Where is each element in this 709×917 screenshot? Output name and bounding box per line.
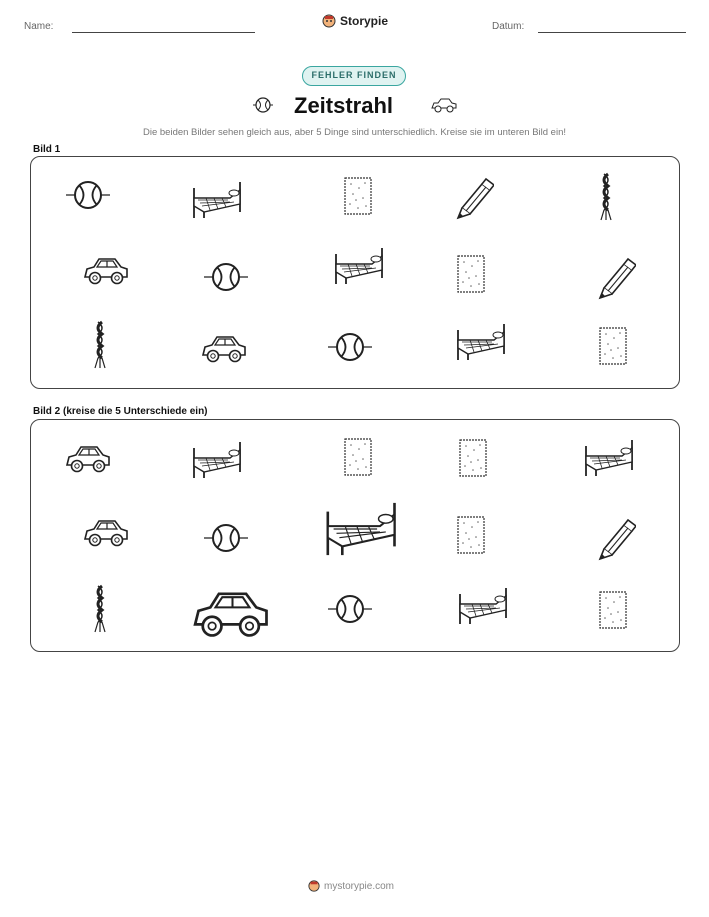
picture2-car-icon[interactable] xyxy=(190,587,272,646)
storypie-mascot-icon xyxy=(322,14,336,28)
date-label: Datum: xyxy=(492,21,525,32)
picture2-ball-icon[interactable] xyxy=(328,592,372,631)
picture1-rope-icon xyxy=(90,320,110,375)
picture2-bed-icon[interactable] xyxy=(322,500,400,563)
picture1-label: Bild 1 xyxy=(33,144,61,155)
picture2-bed-icon[interactable] xyxy=(582,438,636,483)
picture1-bed-icon xyxy=(332,246,386,291)
picture2-car-icon[interactable] xyxy=(82,517,130,554)
picture1-car-icon xyxy=(200,333,248,370)
footer xyxy=(308,880,394,892)
picture2-ball-icon[interactable] xyxy=(204,521,248,560)
picture2-bed-icon[interactable] xyxy=(190,440,244,485)
page-title: Zeitstrahl xyxy=(294,93,394,118)
picture1-bed-icon xyxy=(454,322,508,367)
brand-logo xyxy=(322,14,388,28)
picture1-paper-icon xyxy=(343,176,373,221)
storypie-mascot-icon xyxy=(308,880,320,892)
picture1-paper-icon xyxy=(598,326,628,371)
picture1-rope-icon xyxy=(596,172,616,227)
picture2-paper-icon[interactable] xyxy=(458,438,488,483)
picture1-car-icon xyxy=(82,255,130,292)
picture1-ball-icon xyxy=(204,260,248,299)
instructions: Die beiden Bilder sehen gleich aus, aber 5 Dinge sind unterschiedlich. Kreise sie im unteren Bild ein! xyxy=(143,127,566,138)
name-field[interactable] xyxy=(72,32,255,33)
ball-icon xyxy=(252,96,274,114)
picture2-paper-icon[interactable] xyxy=(456,515,486,560)
brand-name: Storypie xyxy=(340,14,389,28)
picture2-car-icon[interactable] xyxy=(64,443,112,480)
picture2-paper-icon[interactable] xyxy=(598,590,628,635)
picture2-rope-icon[interactable] xyxy=(90,584,110,639)
category-badge: FEHLER FINDEN xyxy=(302,66,406,86)
picture2-bed-icon[interactable] xyxy=(456,586,510,631)
car-icon xyxy=(430,96,458,114)
picture1-pencil-icon xyxy=(596,256,636,305)
picture1-ball-icon xyxy=(328,330,372,369)
picture1-bed-icon xyxy=(190,180,244,225)
picture2-paper-icon[interactable] xyxy=(343,437,373,482)
name-label: Name: xyxy=(24,21,54,32)
picture2-label: Bild 2 (kreise die 5 Unterschiede ein) xyxy=(33,406,208,417)
footer-url: mystorypie.com xyxy=(324,880,395,892)
picture1-paper-icon xyxy=(456,254,486,299)
picture2-pencil-icon[interactable] xyxy=(596,517,636,566)
picture1-pencil-icon xyxy=(454,176,494,225)
picture1-ball-icon xyxy=(66,178,110,217)
date-field[interactable] xyxy=(538,32,686,33)
